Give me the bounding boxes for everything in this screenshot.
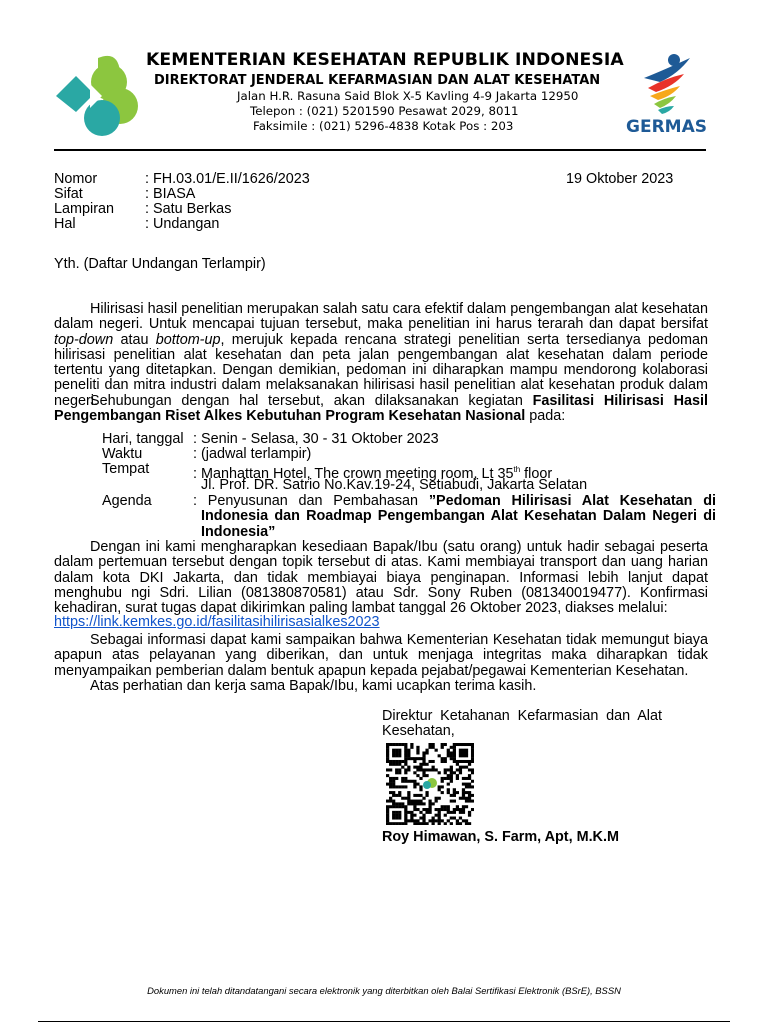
- letter-date: 19 Oktober 2023: [566, 171, 674, 187]
- footer-divider: [38, 1021, 730, 1022]
- e-signature-note: Dokumen ini telah ditandatangani secara elektronik yang diterbitkan oleh Balai Sertifikasi Elektronik (BSrE), BSSN: [147, 985, 621, 996]
- nomor-value: : FH.03.01/E.II/1626/2023: [145, 171, 310, 187]
- kemenkes-logo: [54, 52, 140, 138]
- directorate-name: DIREKTORAT JENDERAL KEFARMASIAN DAN ALAT KESEHATAN: [154, 73, 601, 88]
- germas-logo-icon: [634, 52, 704, 118]
- time-label: Waktu: [102, 446, 143, 462]
- signer-title: Direktur Ketahanan Kefarmasian dan Alat Kesehatan,: [382, 708, 662, 740]
- lampiran-label: Lampiran: [54, 201, 114, 217]
- germas-label: GERMAS: [626, 117, 707, 137]
- phone-line: Telepon : (021) 5201590 Pesawat 2029, 8011: [250, 104, 519, 118]
- qr-signature-code: [386, 743, 474, 825]
- day-label: Hari, tanggal: [102, 431, 184, 447]
- paragraph-intro: Hilirisasi hasil penelitian merupakan salah satu cara efektif dalam pengembangan alat kesehatan dalam negeri. Untuk mencapai tujuan tersebut, maka penelitian ini harus terarah dan dapat bersifat top-down atau bottom-up, merujuk kepada rencana strategi penelitian serta tersedianya pedoman hilirisasi penelitian alat kesehatan dan peta jalan pengembangan alat kesehatan dalam periode tertentu yang ditetapkan. Dengan demikian, pedoman ini diharapkan mampu mendorong kolaborasi peneliti dan mitra industri dalam melaksanakan hilirisasi hasil penelitian alat kesehatan produk dalam negeri.: [54, 301, 708, 409]
- header-divider: [54, 149, 706, 151]
- nomor-label: Nomor: [54, 171, 98, 187]
- hal-value: : Undangan: [145, 216, 220, 232]
- paragraph-gratification: Sebagai informasi dapat kami sampaikan bahwa Kementerian Kesehatan tidak memungut biaya apapun atas pelayanan yang diberikan, dan untuk menjaga integritas maka diharapkan tidak menyampaikan pemberian dalam bentuk apapun kepada pejabat/pegawai Kementerian Kesehatan.: [54, 632, 708, 679]
- paragraph-event: Sehubungan dengan hal tersebut, akan dilaksanakan kegiatan Fasilitasi Hilirisasi Hasil Pengembangan Riset Alkes Kebutuhan Program Kesehatan Nasional pada:: [54, 393, 708, 425]
- registration-link[interactable]: https://link.kemkes.go.id/fasilitasihilirisasialkes2023: [54, 614, 380, 630]
- address-line: Jalan H.R. Rasuna Said Blok X-5 Kavling 4-9 Jakarta 12950: [237, 89, 579, 103]
- place-label: Tempat: [102, 461, 150, 477]
- paragraph-closing: Atas perhatian dan kerja sama Bapak/Ibu, kami ucapkan terima kasih.: [90, 678, 537, 694]
- place-value: : Manhattan Hotel, The crown meeting room, Lt 35th floor: [193, 465, 553, 482]
- paragraph-invitation: Dengan ini kami mengharapkan kesediaan Bapak/Ibu (satu orang) untuk hadir sebagai peserta dalam pertemuan tersebut dengan topik tersebut di atas. Kami membiayai transport dan uang harian dalam kota DKI Jakarta, dan tidak membiayai biaya penginapan. Informasi lebih lanjut dapat menghubu ngi Sdri. Lilian (081380870581) atau Sdr. Sony Ruben (081340019477). Konfirmasi kehadiran, surat tugas dapat dikirimkan paling lambat tanggal 26 Oktober 2023, diakses melalui:: [54, 539, 708, 617]
- lampiran-value: : Satu Berkas: [145, 201, 232, 217]
- agenda-value: : Penyusunan dan Pembahasan ”Pedoman Hilirisasi Alat Kesehatan di Indonesia dan Roadmap Pengembangan Alat Kesehatan Dalam Negeri di Indonesia”: [193, 493, 716, 540]
- place-address: Jl. Prof. DR. Satrio No.Kav.19-24, Setiabudi, Jakarta Selatan: [201, 477, 588, 493]
- ministry-name: KEMENTERIAN KESEHATAN REPUBLIK INDONESIA: [146, 50, 624, 70]
- time-value: : (jadwal terlampir): [193, 446, 312, 462]
- sifat-label: Sifat: [54, 186, 83, 202]
- fax-line: Faksimile : (021) 5296-4838 Kotak Pos : 203: [253, 119, 514, 133]
- agenda-label: Agenda: [102, 493, 152, 509]
- day-value: : Senin - Selasa, 30 - 31 Oktober 2023: [193, 431, 439, 447]
- qr-center-logo-icon: [423, 778, 437, 789]
- sifat-value: : BIASA: [145, 186, 196, 202]
- hal-label: Hal: [54, 216, 76, 232]
- addressee: Yth. (Daftar Undangan Terlampir): [54, 256, 266, 272]
- signer-name: Roy Himawan, S. Farm, Apt, M.K.M: [382, 829, 619, 845]
